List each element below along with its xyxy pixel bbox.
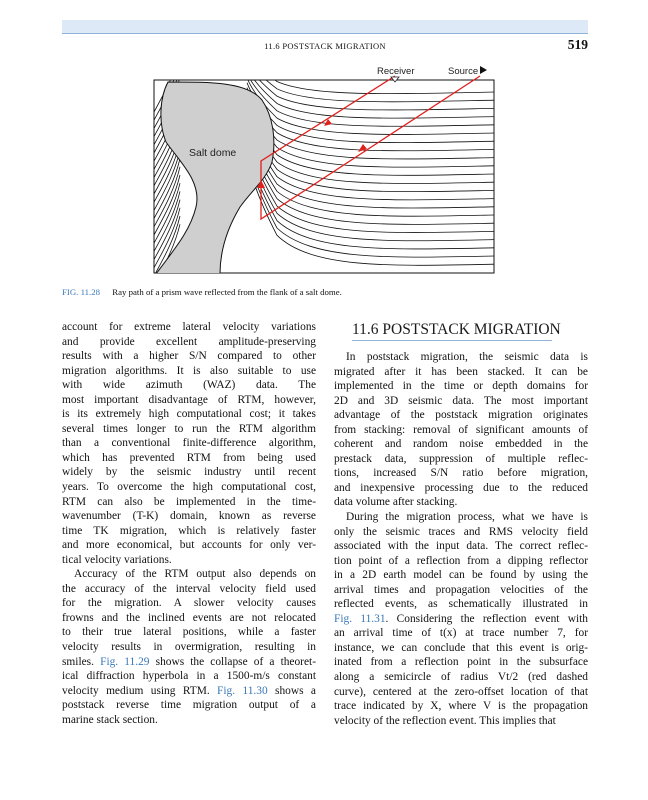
source-icon: [480, 66, 487, 74]
text-line: several times longer to run the RTM algorithm: [62, 422, 316, 435]
receiver-label: Receiver: [377, 66, 415, 77]
running-head: 11.6 POSTSTACK MIGRATION: [264, 41, 386, 51]
text-line: results with a higher S/N compared to other: [62, 350, 316, 363]
right-paragraph-1: [334, 350, 588, 510]
text-line: arrival times and propagation velocities of the: [334, 583, 588, 596]
left-paragraph-2: [62, 567, 316, 727]
caption-label: FIG. 11.28: [62, 287, 101, 297]
text-line-with-ref: [62, 655, 316, 670]
text-line: most important disadvantage of RTM, however,: [62, 393, 316, 406]
text-line: 2D and 3D seismic data. The most important: [334, 394, 588, 407]
text-line: years. To overcome the high computational cost,: [62, 481, 316, 494]
text-line: is its extremely high computational cost; it takes: [62, 408, 316, 421]
text-line: tions, increased S/N ratio before migration,: [334, 467, 588, 480]
text-line: advantage of the poststack migration originates: [334, 409, 588, 422]
source-label: Source: [448, 66, 479, 77]
header-rule: [62, 33, 588, 34]
text-line: with wide azimuth (WAZ) data. The: [62, 379, 316, 392]
text-line: velocity of the reflection event. This implies that: [334, 714, 556, 727]
text-line: inated from a reflection point in the subsurface: [334, 656, 588, 669]
text-line-with-ref: [62, 684, 316, 699]
text-line: than a conventional finite-difference algorithm,: [62, 437, 316, 450]
text-line: frowns and the inclined events are not relocated: [62, 611, 316, 624]
right-column: [334, 350, 588, 728]
text-line: migration algorithms. It is also suitable to use: [62, 364, 316, 377]
text-line: Accuracy of the RTM output also depends on: [74, 568, 316, 581]
right-paragraph-2: [334, 510, 588, 728]
text-line: coherent and random noise embedded in the: [334, 438, 588, 451]
text-line: wavenumber (T-K) domain, known as reverse: [62, 510, 316, 523]
text-line: trace indicated by X, where V is the propagation: [334, 700, 588, 713]
figure-caption: [62, 287, 588, 297]
text-line: instance, we can conclude that this event is orig-: [334, 641, 588, 654]
fig-11-31-link[interactable]: Fig. 11.31: [334, 612, 386, 625]
text-line: poststack reverse time migration output of a: [62, 699, 316, 712]
text-line: implemented in the time or depth domains for: [334, 380, 588, 393]
left-paragraph-1: [62, 320, 316, 567]
header-band: [62, 20, 588, 33]
text-line: for the migration. A slower velocity causes: [62, 597, 316, 610]
text-line: from stacking: removal of significant amounts of: [334, 423, 588, 436]
text-line: which has prevented RTM from being used: [62, 451, 316, 464]
text-line: ical diffraction hyperbola in a 1500-m/s constant: [62, 670, 316, 683]
text-fragment: shows a: [275, 684, 316, 697]
section-title: 11.6 POSTSTACK MIGRATION: [352, 321, 561, 338]
text-line: only the seismic traces and RMS velocity field: [334, 525, 588, 538]
text-line: In poststack migration, the seismic data is: [346, 351, 588, 363]
text-line: reflected events, as schematically illustrated in: [334, 598, 588, 611]
text-line: associated with the input data. The correct reflec-: [334, 540, 588, 553]
text-line: the accuracy of the interval velocity field used: [62, 582, 316, 595]
text-fragment: velocity medium using RTM.: [62, 684, 210, 697]
caption-text: Ray path of a prism wave reflected from the flank of a salt dome.: [112, 287, 342, 297]
text-line: time TK migration, which is relatively faster: [62, 524, 316, 537]
text-line: During the migration process, what we have is: [346, 511, 588, 524]
text-line: account for extreme lateral velocity variations: [62, 321, 316, 333]
salt-dome-label: Salt dome: [189, 147, 237, 159]
text-fragment: . Considering the reflection event with: [385, 612, 588, 625]
text-line: widely by the seismic industry until recent: [62, 466, 316, 479]
left-column: [62, 320, 316, 727]
text-line: prestack data, suppression of multiple reflec-: [334, 452, 588, 465]
text-line: along a semicircle of radius Vt/2 (red dashed: [334, 671, 588, 684]
text-line: migrated after it has been stacked. It can be: [334, 365, 588, 378]
fig-11-30-link[interactable]: Fig. 11.30: [217, 684, 268, 697]
text-line: tical velocity variations.: [62, 553, 172, 566]
text-fragment: smiles.: [62, 655, 94, 668]
text-line: in a 2D earth model can be found by using the: [334, 569, 588, 582]
figure-salt-dome: [62, 62, 588, 282]
text-line: to their true lateral positions, while a faster: [62, 626, 316, 639]
text-line: RTM can also be implemented in the time-: [62, 495, 316, 508]
page-number: 519: [567, 37, 588, 52]
text-fragment: shows the collapse of a theoret-: [155, 655, 316, 668]
text-line-with-ref: [334, 612, 588, 627]
text-line: tion point of a reflection from a dipping reflector: [334, 554, 588, 567]
text-line: data volume after stacking.: [334, 496, 458, 509]
text-line: curve), centered at the zero-offset location of that: [334, 685, 588, 698]
text-line: and provide excellent amplitude-preserving: [62, 335, 316, 348]
text-line: and inexpensive processing due to the reduced: [334, 481, 588, 494]
text-line: velocity results in overmigration, resulting in: [62, 641, 316, 654]
text-line: and more economical, but accounts for only ver-: [62, 539, 316, 552]
section-rule: [352, 340, 552, 341]
salt-dome-diagram: [62, 62, 588, 282]
text-line: marine stack section.: [62, 713, 158, 726]
fig-11-29-link[interactable]: Fig. 11.29: [100, 655, 150, 668]
text-line: an arrival time of t(x) at trace number 7, for: [334, 627, 588, 640]
